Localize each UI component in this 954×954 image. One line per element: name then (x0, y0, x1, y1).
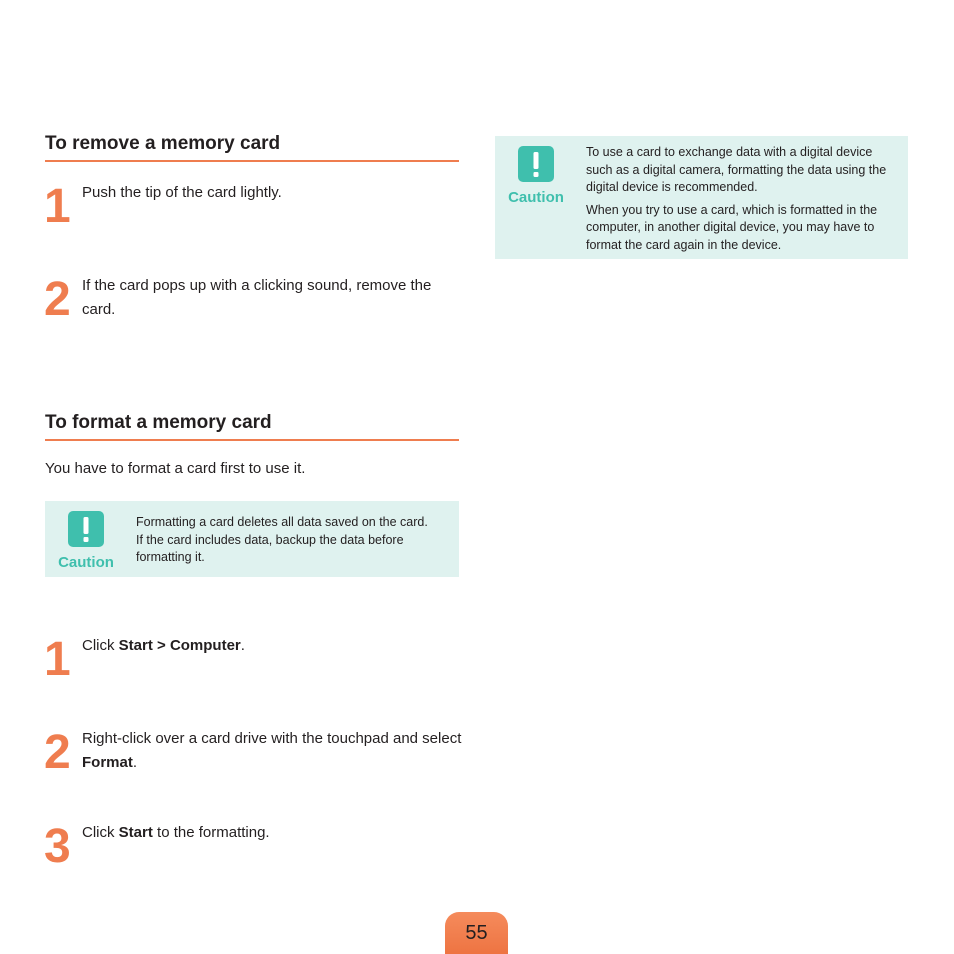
caution-exclamation-icon (518, 146, 554, 182)
format-step-2-text: Right-click over a card drive with the touchpad and select Format. (82, 730, 462, 771)
caution-label: Caution (58, 554, 114, 571)
remove-step-1-text: Push the tip of the card lightly. (82, 184, 282, 201)
caution-label: Caution (508, 189, 564, 206)
format-step-2-number: 2 (44, 726, 70, 779)
format-step-3-text: Click Start to the formatting. (82, 824, 270, 841)
format-section-title: To format a memory card (45, 412, 459, 441)
format-step-3-bold: Start (118, 824, 153, 841)
format-step-1-text: Click Start > Computer. (82, 637, 245, 654)
caution-paragraph-2: When you try to use a card, which is formatted in the computer, in another digital device, you may have to format the card again in the device. (586, 202, 878, 252)
remove-step-2-number: 2 (44, 273, 70, 326)
caution-paragraph-1: To use a card to exchange data with a digital device such as a digital camera, formatting the data using the digital device is recommended. (586, 145, 887, 194)
remove-section-title: To remove a memory card (45, 133, 459, 162)
caution-text: Formatting a card deletes all data saved on the card. If the card includes data, backup the data before formatting it. (136, 515, 428, 564)
page-number: 55 (465, 922, 488, 944)
remove-step-2-text: If the card pops up with a clicking sound, remove the card. (82, 277, 432, 318)
page-number-tab (445, 912, 508, 954)
format-step-3-number: 3 (44, 820, 70, 873)
caution-box-card-exchange (495, 136, 908, 259)
caution-box-formatting (45, 501, 459, 577)
format-step-1-number: 1 (44, 633, 70, 686)
remove-step-1-number: 1 (44, 180, 70, 233)
format-step-1-bold: Start > Computer (118, 637, 241, 654)
caution-text (586, 144, 902, 259)
format-intro-text: You have to format a card first to use it. (45, 460, 306, 477)
caution-exclamation-icon (68, 511, 104, 547)
format-step-2-bold: Format (82, 754, 133, 771)
